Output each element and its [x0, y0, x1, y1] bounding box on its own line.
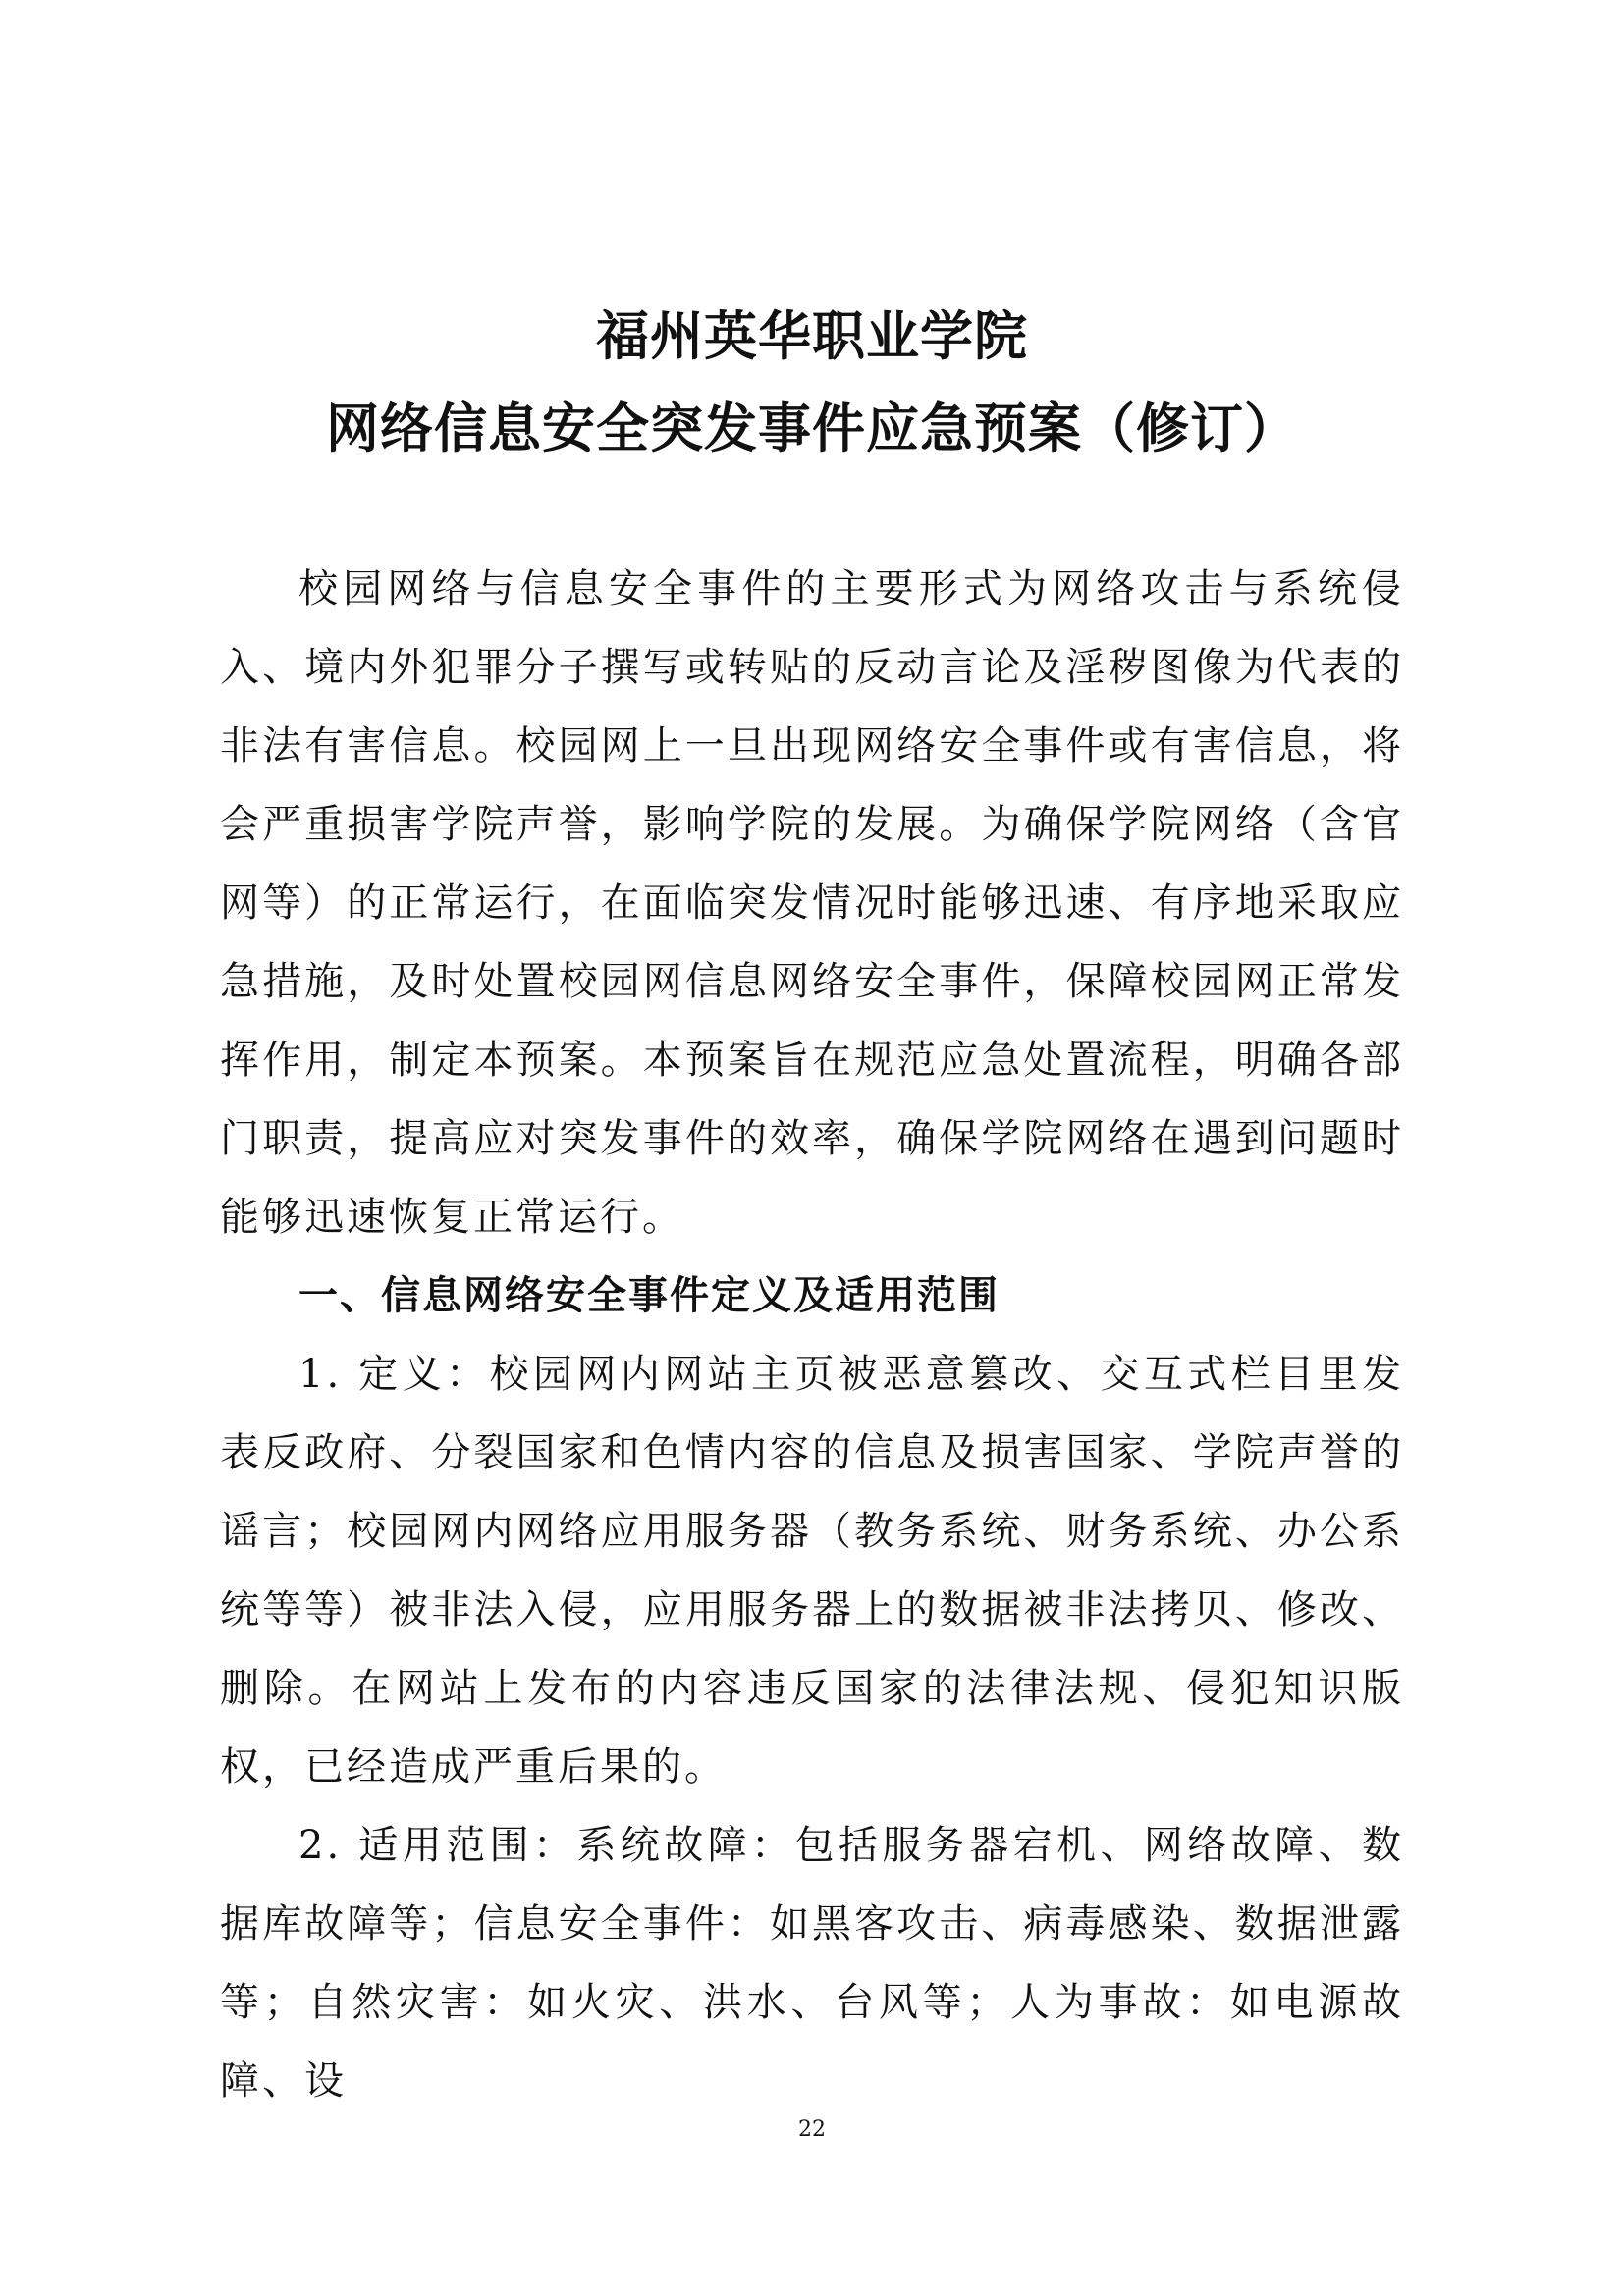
intro-paragraph: 校园网络与信息安全事件的主要形式为网络攻击与系统侵入、境内外犯罪分子撰写或转贴的反动言论及淫秽图像为代表的非法有害信息。校园网上一旦出现网络安全事件或有害信息，将会严重损害学院声誉，影响学院的发展。为确保学院网络（含官网等）的正常运行，在面临突发情况时能够迅速、有序地采取应急措施，及时处置校园网信息网络安全事件，保障校园网正常发挥作用，制定本预案。本预案旨在规范应急处置流程，明确各部门职责，提高应对突发事件的效率，确保学院网络在遇到问题时能够迅速恢复正常运行。 — [220, 566, 1404, 1240]
scope-paragraph: 2. 适用范围：系统故障：包括服务器宕机、网络故障、数据库故障等；信息安全事件：如黑客攻击、病毒感染、数据泄露等；自然灾害：如火灾、洪水、台风等；人为事故：如电源故障、设 — [220, 1823, 1404, 2104]
document-title-line-2: 网络信息安全突发事件应急预案（修订） — [326, 398, 1298, 459]
section-1-heading: 一、信息网络安全事件定义及适用范围 — [298, 1273, 1000, 1318]
document-body — [220, 550, 1404, 2120]
page-number: 22 — [798, 2117, 826, 2142]
document-title-line-1: 福州英华职业学院 — [596, 305, 1028, 367]
definition-paragraph: 1. 定义：校园网内网站主页被恶意篡改、交互式栏目里发表反政府、分裂国家和色情内容的信息及损害国家、学院声誉的谣言；校园网内网络应用服务器（教务系统、财务系统、办公系统等等）被非法入侵，应用服务器上的数据被非法拷贝、修改、删除。在网站上发布的内容违反国家的法律法规、侵犯知识版权，已经造成严重后果的。 — [220, 1352, 1404, 1789]
